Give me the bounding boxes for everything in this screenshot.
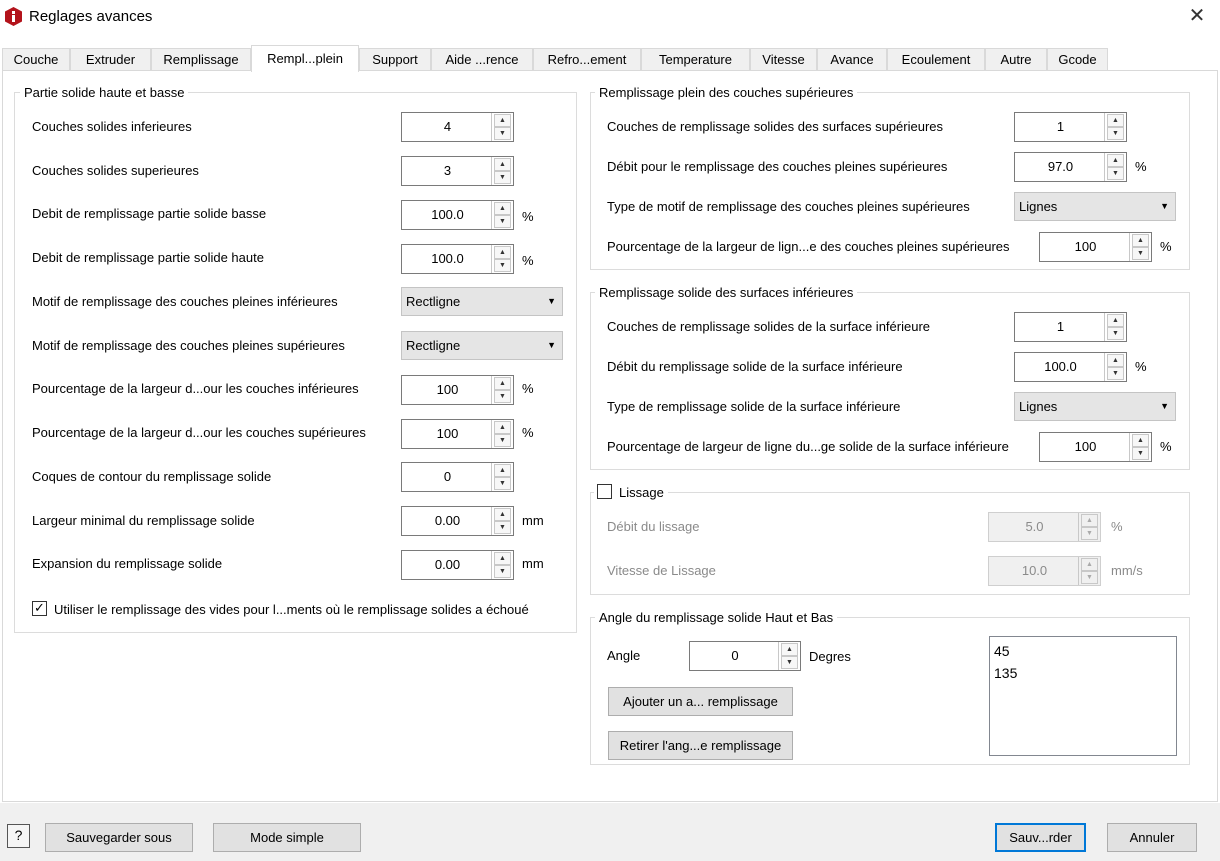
tab-bar [2, 48, 1218, 71]
top-solid-layers-spinbox[interactable] [401, 156, 514, 186]
chevron-down-icon: ▼ [547, 296, 556, 306]
checkmark-icon: ✓ [34, 600, 45, 615]
ironing-flow-spinbox[interactable] [988, 512, 1101, 542]
setting-label: Couches solides inferieures [32, 119, 192, 134]
spin-up-icon[interactable]: ▲ [494, 246, 511, 259]
list-item[interactable]: 45 [994, 643, 1010, 659]
solid-expansion-spinbox[interactable] [401, 550, 514, 580]
spinbox-value: 3 [443, 163, 452, 178]
top-surface-line-width-spinbox[interactable] [1039, 232, 1152, 262]
spin-arrows [1104, 353, 1126, 381]
spin-up-icon[interactable]: ▲ [1081, 514, 1098, 527]
spin-arrows [491, 113, 513, 141]
select-value: Rectligne [406, 294, 461, 309]
tab-refroidissement[interactable]: Refro...ement [533, 48, 641, 71]
spinbox-value: 100 [1074, 439, 1097, 454]
gap-fill-checkbox[interactable] [32, 601, 47, 616]
setting-label: Débit du remplissage solide de la surface inférieure [607, 359, 903, 374]
spin-up-icon[interactable]: ▲ [1081, 558, 1098, 571]
select-value: Lignes [1019, 199, 1058, 214]
checkbox-label: Utiliser le remplissage des vides pour l...ments où le remplissage solides a échoué [54, 602, 529, 617]
tab-avance[interactable]: Avance [817, 48, 887, 71]
top-surface-pattern-select[interactable] [1014, 192, 1176, 221]
title-bar [0, 0, 1220, 34]
ironing-checkbox[interactable] [597, 484, 612, 499]
spin-up-icon[interactable]: ▲ [494, 464, 511, 477]
angle-spinbox[interactable] [689, 641, 801, 671]
spinbox-value: 4 [443, 119, 452, 134]
cancel-button[interactable]: Annuler [1107, 823, 1197, 852]
bottom-solid-layers-spinbox[interactable] [401, 112, 514, 142]
spin-down-icon[interactable]: ▼ [781, 656, 798, 669]
group-title: Partie solide haute et basse [20, 85, 188, 100]
setting-label: Pourcentage de la largeur d...our les couches supérieures [32, 425, 366, 440]
solid-shells-spinbox[interactable] [401, 462, 514, 492]
setting-label: Vitesse de Lissage [607, 563, 716, 578]
close-icon[interactable]: ✕ [1188, 5, 1206, 27]
bottom-surface-flow-spinbox[interactable] [1014, 352, 1127, 382]
tab-vitesse[interactable]: Vitesse [750, 48, 817, 71]
spin-up-icon[interactable]: ▲ [1132, 234, 1149, 247]
spin-arrows [491, 420, 513, 448]
app-logo-icon [5, 7, 22, 26]
setting-label: Couches de remplissage solides des surfaces supérieures [607, 119, 944, 134]
spin-down-icon[interactable]: ▼ [1107, 167, 1124, 180]
setting-label: Type de remplissage solide de la surface inférieure [607, 399, 901, 414]
angle-unit: Degres [809, 649, 851, 664]
chevron-down-icon: ▼ [547, 340, 556, 350]
spin-down-icon[interactable]: ▼ [494, 477, 511, 490]
spin-up-icon[interactable]: ▲ [1107, 114, 1124, 127]
save-button[interactable]: Sauv...rder [995, 823, 1086, 852]
bottom-pattern-select[interactable] [401, 287, 563, 316]
unit-label: % [522, 381, 534, 396]
setting-label: Couches de remplissage solides de la surface inférieure [607, 319, 931, 334]
simple-mode-button[interactable]: Mode simple [213, 823, 361, 852]
spin-arrows [491, 376, 513, 404]
min-solid-width-spinbox[interactable] [401, 506, 514, 536]
spin-arrows [1104, 313, 1126, 341]
tab-gcode[interactable]: Gcode [1047, 48, 1108, 71]
setting-label: Largeur minimal du remplissage solide [32, 513, 255, 528]
group-title: Remplissage plein des couches supérieures [595, 85, 857, 100]
bottom-surface-line-width-spinbox[interactable] [1039, 432, 1152, 462]
setting-label: Couches solides superieures [32, 163, 199, 178]
spin-down-icon[interactable]: ▼ [494, 171, 511, 184]
spin-arrows [778, 642, 800, 670]
ironing-speed-spinbox[interactable] [988, 556, 1101, 586]
unit-label: % [1111, 519, 1123, 534]
spin-up-icon[interactable]: ▲ [494, 114, 511, 127]
spin-up-icon[interactable]: ▲ [494, 552, 511, 565]
spin-up-icon[interactable]: ▲ [1107, 314, 1124, 327]
chevron-down-icon: ▼ [1160, 401, 1169, 411]
tab-couche[interactable]: Couche [2, 48, 70, 71]
group-title: Angle du remplissage solide Haut et Bas [595, 610, 837, 625]
spin-down-icon[interactable]: ▼ [494, 390, 511, 403]
spin-up-icon[interactable]: ▲ [494, 377, 511, 390]
spinbox-value: 5.0 [1025, 519, 1044, 534]
spinbox-value: 100.0 [431, 207, 464, 222]
list-item[interactable]: 135 [994, 665, 1018, 681]
spin-arrows [491, 245, 513, 273]
bottom-surface-pattern-select[interactable] [1014, 392, 1176, 421]
spinbox-value: 100 [1074, 239, 1097, 254]
spin-arrows [1104, 153, 1126, 181]
spinbox-value: 1 [1056, 319, 1065, 334]
unit-label: mm [522, 556, 544, 571]
spin-up-icon[interactable]: ▲ [494, 421, 511, 434]
spinbox-value: 97.0 [1047, 159, 1074, 174]
spin-arrows [1129, 433, 1151, 461]
spinbox-value: 10.0 [1021, 563, 1048, 578]
spinbox-value: 0 [731, 648, 739, 663]
unit-label: mm [522, 513, 544, 528]
tab-rempl-plein[interactable]: Rempl...plein [251, 45, 359, 72]
setting-label: Debit de remplissage partie solide basse [32, 206, 267, 221]
tab-extruder[interactable]: Extruder [70, 48, 151, 71]
save-as-button[interactable]: Sauvegarder sous [45, 823, 193, 852]
setting-label: Pourcentage de la largeur de lign...e des couches pleines supérieures [607, 239, 1010, 254]
spin-arrows [1078, 557, 1100, 585]
setting-label: Débit du lissage [607, 519, 700, 534]
spin-arrows [1078, 513, 1100, 541]
spin-down-icon[interactable]: ▼ [1107, 367, 1124, 380]
top-solid-flow-spinbox[interactable] [401, 244, 514, 274]
chevron-down-icon: ▼ [1160, 201, 1169, 211]
spin-arrows [491, 507, 513, 535]
setting-label: Pourcentage de largeur de ligne du...ge solide de la surface inférieure [607, 439, 1009, 454]
top-surface-flow-spinbox[interactable] [1014, 152, 1127, 182]
tab-temperature[interactable]: Temperature [641, 48, 750, 71]
spin-down-icon[interactable]: ▼ [1132, 247, 1149, 260]
spin-down-icon[interactable]: ▼ [1132, 447, 1149, 460]
spin-arrows [1129, 233, 1151, 261]
setting-label: Expansion du remplissage solide [32, 556, 223, 571]
setting-label: Debit de remplissage partie solide haute [32, 250, 264, 265]
select-value: Lignes [1019, 399, 1058, 414]
setting-label: Type de motif de remplissage des couches pleines supérieures [607, 199, 970, 214]
spinbox-value: 0.00 [434, 557, 461, 572]
angle-list[interactable] [989, 636, 1177, 756]
bottom-solid-flow-spinbox[interactable] [401, 200, 514, 230]
spin-down-icon[interactable]: ▼ [1081, 527, 1098, 540]
spin-up-icon[interactable]: ▲ [781, 643, 798, 656]
unit-label: % [1160, 239, 1172, 254]
unit-label: % [522, 425, 534, 440]
spin-arrows [491, 201, 513, 229]
setting-label: Débit pour le remplissage des couches pleines supérieures [607, 159, 948, 174]
spinbox-value: 0 [443, 469, 452, 484]
spin-up-icon[interactable]: ▲ [1107, 354, 1124, 367]
remove-angle-button[interactable]: Retirer l'ang...e remplissage [608, 731, 793, 760]
spin-down-icon[interactable]: ▼ [494, 521, 511, 534]
tab-remplissage[interactable]: Remplissage [151, 48, 251, 71]
add-angle-button[interactable]: Ajouter un a... remplissage [608, 687, 793, 716]
tab-aide-rence[interactable]: Aide ...rence [431, 48, 533, 71]
unit-label: % [522, 209, 534, 224]
spinbox-value: 100 [436, 426, 459, 441]
top-surface-layers-spinbox[interactable] [1014, 112, 1127, 142]
spin-arrows [491, 551, 513, 579]
tab-autre[interactable]: Autre [985, 48, 1047, 71]
spin-arrows [491, 157, 513, 185]
top-pattern-select[interactable] [401, 331, 563, 360]
tab-support[interactable]: Support [359, 48, 431, 71]
spinbox-value: 100.0 [1044, 359, 1077, 374]
spinbox-value: 100.0 [431, 251, 464, 266]
help-icon[interactable]: ? [7, 824, 30, 848]
unit-label: % [522, 253, 534, 268]
bottom-surface-layers-spinbox[interactable] [1014, 312, 1127, 342]
unit-label: % [1160, 439, 1172, 454]
spin-down-icon[interactable]: ▼ [494, 259, 511, 272]
spin-down-icon[interactable]: ▼ [494, 434, 511, 447]
spinbox-value: 0.00 [434, 513, 461, 528]
bottom-line-width-spinbox[interactable] [401, 375, 514, 405]
spin-up-icon[interactable]: ▲ [1107, 154, 1124, 167]
spin-up-icon[interactable]: ▲ [494, 202, 511, 215]
ironing-label: Lissage [619, 485, 664, 500]
tab-ecoulement[interactable]: Ecoulement [887, 48, 985, 71]
spin-down-icon[interactable]: ▼ [1107, 327, 1124, 340]
top-line-width-spinbox[interactable] [401, 419, 514, 449]
spin-up-icon[interactable]: ▲ [494, 158, 511, 171]
spinbox-value: 1 [1056, 119, 1065, 134]
unit-label: mm/s [1111, 563, 1143, 578]
spin-up-icon[interactable]: ▲ [1132, 434, 1149, 447]
spin-arrows [491, 463, 513, 491]
spin-down-icon[interactable]: ▼ [1081, 571, 1098, 584]
unit-label: % [1135, 159, 1147, 174]
angle-label: Angle [607, 648, 641, 663]
spin-down-icon[interactable]: ▼ [494, 215, 511, 228]
setting-label: Coques de contour du remplissage solide [32, 469, 272, 484]
select-value: Rectligne [406, 338, 461, 353]
spin-down-icon[interactable]: ▼ [1107, 127, 1124, 140]
setting-label: Motif de remplissage des couches pleines supérieures [32, 338, 345, 353]
spin-down-icon[interactable]: ▼ [494, 127, 511, 140]
group-title: Remplissage solide des surfaces inférieures [595, 285, 857, 300]
spin-arrows [1104, 113, 1126, 141]
spin-down-icon[interactable]: ▼ [494, 565, 511, 578]
setting-label: Pourcentage de la largeur d...our les couches inférieures [32, 381, 359, 396]
spinbox-value: 100 [436, 382, 459, 397]
unit-label: % [1135, 359, 1147, 374]
window-title: Reglages avances [29, 8, 153, 25]
spin-up-icon[interactable]: ▲ [494, 508, 511, 521]
setting-label: Motif de remplissage des couches pleines inférieures [32, 294, 338, 309]
